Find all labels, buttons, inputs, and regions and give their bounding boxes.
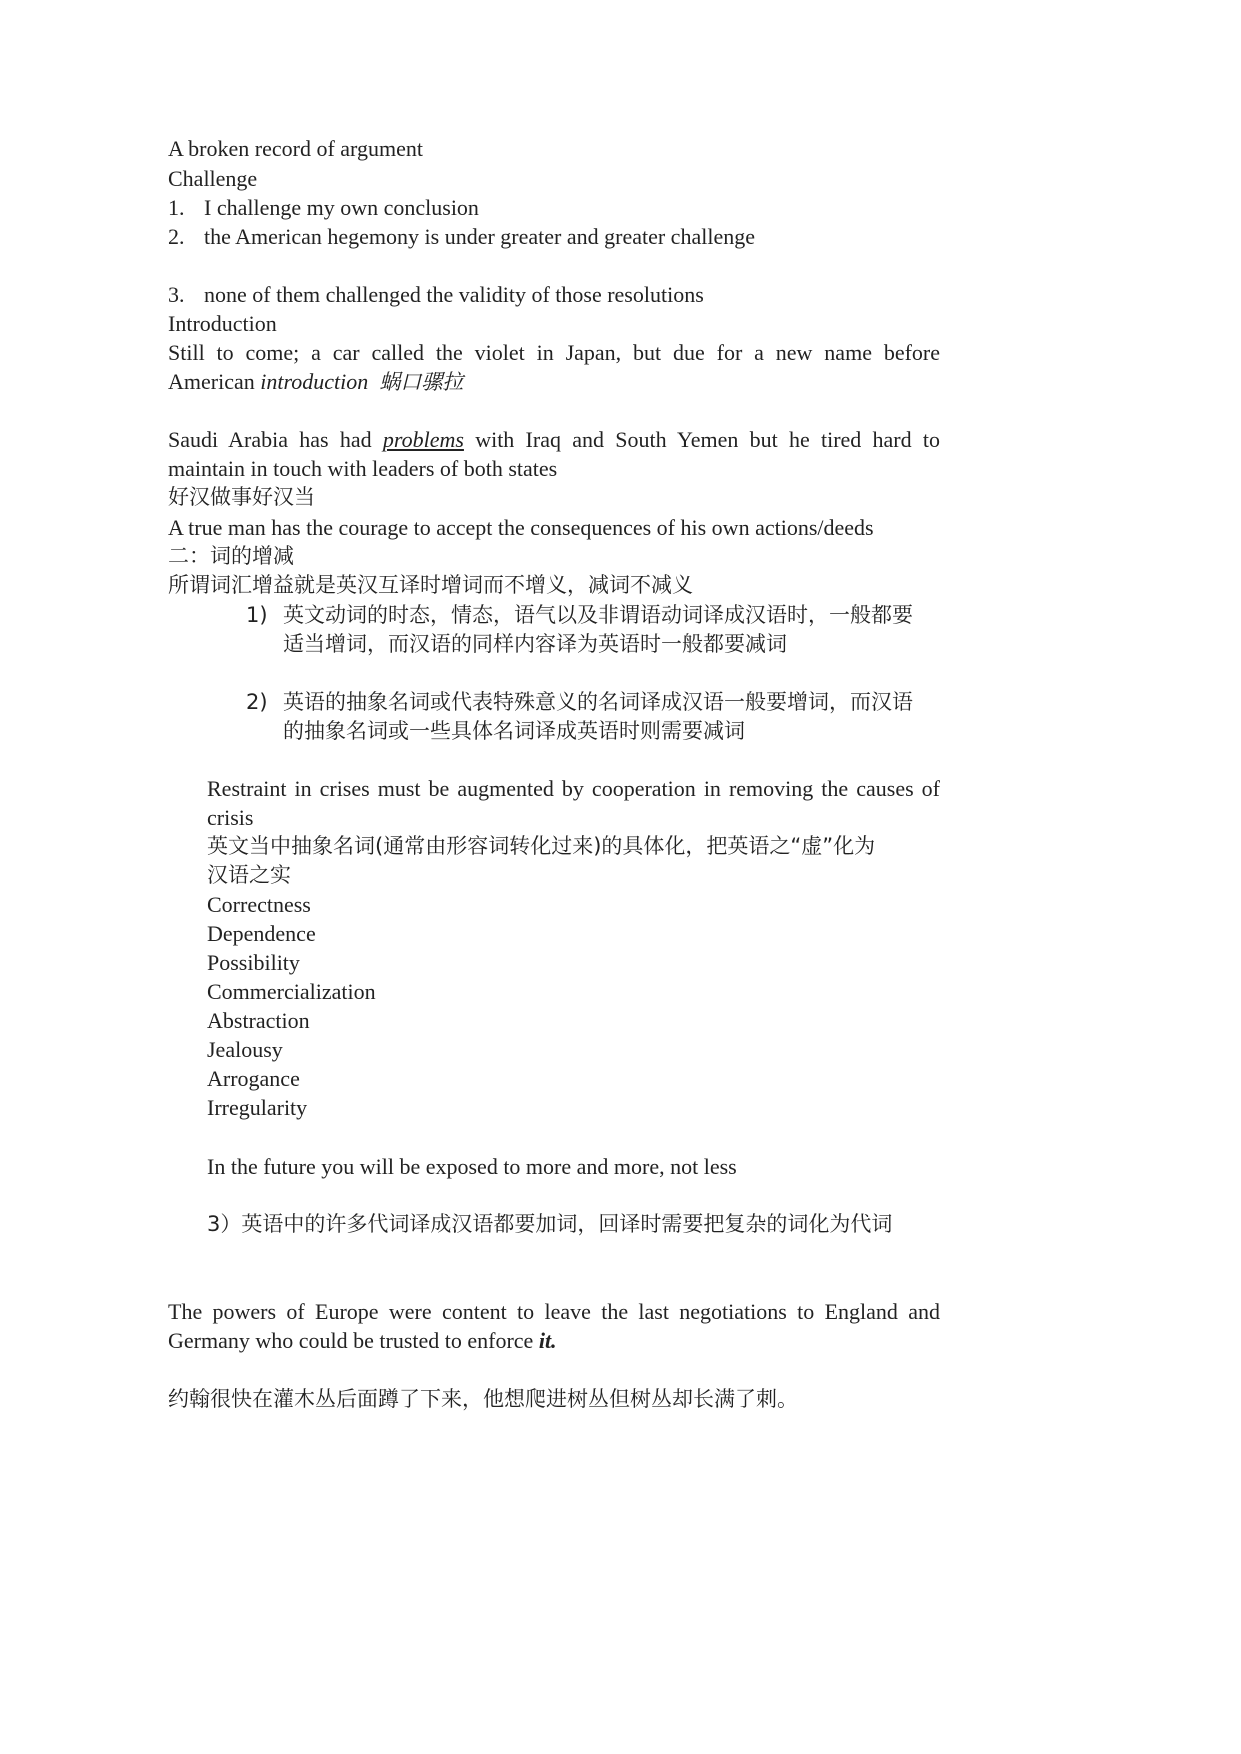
noun-item: Possibility [207, 950, 300, 975]
point-3: 3）英语中的许多代词译成汉语都要加词，回译时需要把复杂的词化为代词 [207, 1212, 893, 1236]
text-prefix: Germany who could be trusted to enforce [168, 1328, 539, 1353]
point-text: 英语的抽象名词或代表特殊意义的名词译成汉语一般要增词，而汉语 [283, 690, 913, 714]
text-suffix: with Iraq and South Yemen but he tired hard to [463, 427, 940, 452]
restraint-line-2: crisis [207, 805, 254, 830]
item-number: 3. [168, 282, 185, 307]
noun-item: Abstraction [207, 1008, 310, 1033]
restraint-chinese-2: 汉语之实 [207, 863, 291, 887]
chinese-term: 蜗口骡拉 [379, 370, 464, 394]
text-prefix: Saudi Arabia has had [168, 427, 383, 452]
noun-item: Correctness [207, 892, 311, 917]
item-text: I challenge my own conclusion [204, 195, 479, 220]
item-number: 1. [168, 195, 185, 220]
introduction-title: Introduction [168, 311, 277, 336]
noun-item: Irregularity [207, 1095, 308, 1120]
restraint-line-1: Restraint in crises must be augmented by cooperation in removing the causes of [207, 776, 940, 801]
bold-italic-word: it. [538, 1328, 557, 1353]
future-sentence: In the future you will be exposed to more and more, not less [207, 1154, 737, 1179]
introduction-line-2 [168, 365, 463, 399]
noun-item: Jealousy [207, 1037, 283, 1062]
point-number: 1) [246, 603, 268, 627]
challenge-title: Challenge [168, 166, 258, 191]
restraint-chinese-1: 英文当中抽象名词(通常由形容词转化过来)的具体化，把英语之“虚”化为 [207, 834, 876, 858]
proverb-english: A true man has the courage to accept the consequences of his own actions/deeds [168, 515, 874, 540]
saudi-line-2: maintain in touch with leaders of both states [168, 456, 558, 481]
section-2-intro: 所谓词汇增益就是英汉互译时增词而不增义，减词不减义 [168, 573, 693, 597]
point-1-line-2: 适当增词，而汉语的同样内容译为英语时一般都要减词 [283, 632, 787, 656]
challenge-item-2 [168, 220, 755, 253]
underlined-word: problems [382, 427, 464, 452]
item-text: the American hegemony is under greater and greater challenge [204, 224, 755, 249]
heading: A broken record of argument [168, 136, 423, 161]
section-2-title: 二：词的增减 [168, 544, 294, 568]
introduction-line-1: Still to come; a car called the violet in Japan, but due for a new name before [168, 340, 940, 365]
item-number: 2. [168, 224, 185, 249]
noun-item: Commercialization [207, 979, 376, 1004]
john-sentence: 约翰很快在灌木丛后面蹲了下来，他想爬进树丛但树丛却长满了刺。 [168, 1387, 798, 1411]
point-2-line-2: 的抽象名词或一些具体名词译成英语时则需要减词 [283, 719, 745, 743]
noun-item: Arrogance [207, 1066, 300, 1091]
point-text: 英文动词的时态，情态，语气以及非谓语动词译成汉语时，一般都要 [283, 603, 913, 627]
point-number: 2) [246, 690, 268, 714]
proverb-chinese: 好汉做事好汉当 [168, 485, 315, 509]
noun-item: Dependence [207, 921, 316, 946]
powers-line-1: The powers of Europe were content to leave the last negotiations to England and [168, 1299, 940, 1324]
powers-line-2 [168, 1324, 557, 1357]
item-text: none of them challenged the validity of those resolutions [204, 282, 704, 307]
italic-word: introduction [260, 369, 369, 394]
text-prefix: American [168, 369, 261, 394]
